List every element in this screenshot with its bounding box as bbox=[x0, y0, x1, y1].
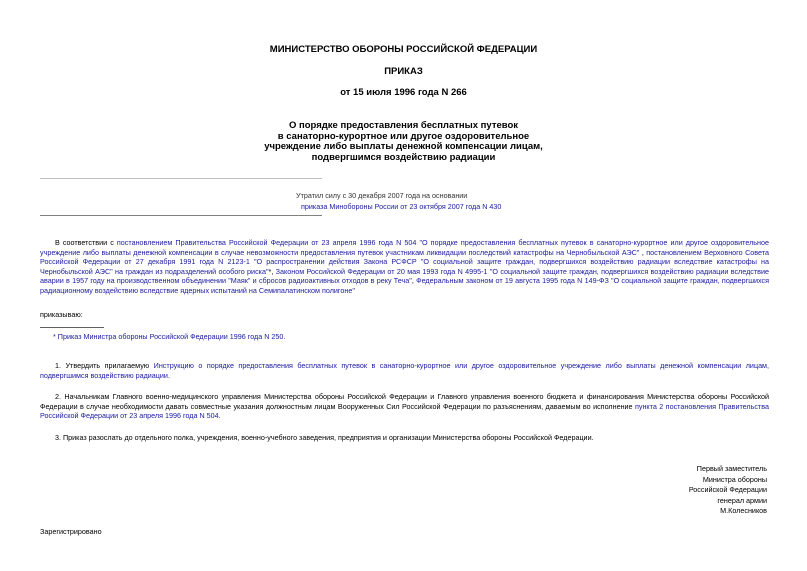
footnote-link[interactable]: * Приказ Министра обороны Российской Федерации 1996 года N 250. bbox=[53, 332, 286, 341]
intro-text: , bbox=[639, 247, 647, 257]
item-1-text-end: . bbox=[167, 370, 170, 380]
link-decree-504-item-2[interactable]: пункта 2 постановления Правительства Российской Федерации от 23 апреля 1996 года N 504 bbox=[40, 401, 769, 421]
item-2-text: 2. Начальникам Главного военно-медицинского управления Министерства обороны Российской Федерации и Главного управления военного бюджета и финансирования Министерства обороны Российской Федерации в случае необходимости давать совместные указания должностным лицам Вооруженных Сил Российской Федерации по разъяснениям, даваемым во исполнение bbox=[40, 392, 769, 411]
link-instruction[interactable]: Инструкцию о порядке предоставления бесплатных путевок в санаторно-курортное или другое оздоровительное учреждение либо выплаты денежной компенсации лицам, подвергшимся воздействию радиации bbox=[40, 361, 769, 380]
item-1-paragraph bbox=[40, 361, 769, 380]
intro-text: В соответствии с bbox=[55, 238, 117, 247]
intro-paragraph bbox=[40, 238, 769, 296]
signature-block bbox=[689, 464, 767, 517]
footnote-divider bbox=[40, 327, 104, 328]
doc-title-line: О порядке предоставления бесплатных путевок bbox=[288, 120, 519, 131]
status-note-text: Утратил силу с 30 декабря 2007 года на основании bbox=[296, 191, 468, 200]
item-1-text: 1. Утвердить прилагаемую bbox=[55, 361, 154, 370]
link-supreme-council-decree[interactable]: постановлением Верховного Совета Российской Федерации от 27 декабря 1991 года N 2123-1 "О распространении действия Закона РСФСР "О социальной защите граждан, подвергшихся воздействию радиации вследствие катастрофы на Чернобыльской АЭС" на граждан из подразделений особого риска" bbox=[40, 247, 769, 276]
doc-title-line: в санаторно-курортное или другое оздоровительное bbox=[277, 130, 530, 142]
ministry-heading: МИНИСТЕРСТВО ОБОРОНЫ РОССИЙСКОЙ ФЕДЕРАЦИИ bbox=[269, 44, 538, 55]
intro-text: *, bbox=[268, 266, 276, 276]
signature-line: генерал армии bbox=[717, 495, 767, 505]
registered-note: Зарегистрировано bbox=[40, 527, 102, 536]
divider-bottom bbox=[40, 215, 322, 216]
order-word: приказываю: bbox=[40, 310, 83, 319]
link-law-4995-1[interactable]: Законом Российской Федерации от 20 мая 1993 года N 4995-1 "О социальной защите граждан, подвергшихся воздействию радиации вследствие аварии в 1957 году на производственном объединении "Маяк" и сбросов радиоактивных отходов в реку Теча" bbox=[40, 266, 769, 286]
signature-line: Российской Федерации bbox=[688, 485, 767, 495]
signature-name: М.Колесников bbox=[720, 506, 767, 516]
link-government-decree-504[interactable]: постановлением Правительства Российской Федерации от 23 апреля 1996 года N 504 "О порядке предоставления бесплатных путевок в санаторно-курортное или другое оздоровительное учреждение либо выплаты денежной компенсации в случае невозможности предоставления путевок участникам ликвидации последствий катастрофы на Чернобыльской АЭС" bbox=[40, 238, 769, 257]
item-3-paragraph: 3. Приказ разослать до отдельного полка, учреждения, военно-учебного заведения, предприятия и организации Министерства обороны Российской Федерации. bbox=[55, 433, 594, 442]
doc-date-number: от 15 июля 1996 года N 266 bbox=[340, 87, 467, 98]
intro-text: , bbox=[411, 276, 417, 286]
status-note bbox=[296, 190, 501, 212]
link-federal-law-149[interactable]: Федеральным законом от 19 августа 1995 года N 149-ФЗ "О социальной защите граждан, подвергшихся радиационному воздействию вследствие ядерных испытаний на Семипалатинском полигоне" bbox=[40, 276, 769, 295]
signature-line: Министра обороны bbox=[702, 474, 767, 484]
doc-title-line: подвергшимся воздействию радиации bbox=[311, 151, 496, 163]
signature-line: Первый заместитель bbox=[696, 464, 767, 473]
item-2-text-end: . bbox=[218, 411, 221, 421]
divider-top bbox=[40, 178, 322, 179]
doc-type-heading: ПРИКАЗ bbox=[384, 66, 423, 77]
doc-title bbox=[0, 121, 807, 163]
status-note-link[interactable]: приказа Минобороны России от 23 октября 2007 года N 430 bbox=[301, 202, 502, 211]
item-2-paragraph bbox=[40, 392, 769, 421]
doc-title-line: учреждение либо выплаты денежной компенсации лицам, bbox=[264, 141, 543, 152]
